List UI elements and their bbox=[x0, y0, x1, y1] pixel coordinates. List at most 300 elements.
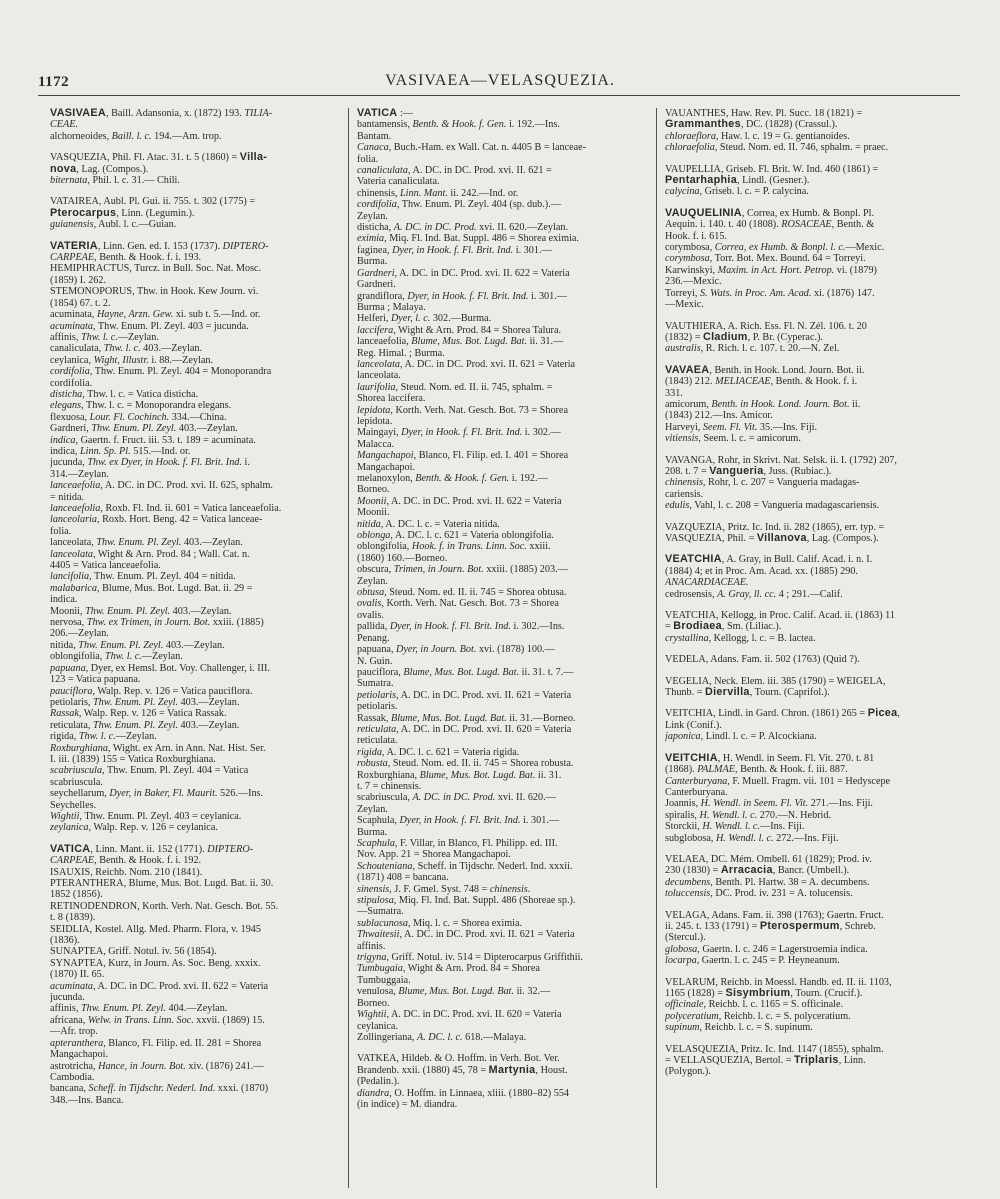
entry-text: , Seem. l. c. = amicorum. bbox=[698, 433, 801, 445]
entry-text: Zeylan. bbox=[357, 575, 388, 587]
entry-line bbox=[357, 918, 646, 929]
entry-text: , Phil. l. c. 31.— Chili. bbox=[87, 175, 180, 187]
italic-text: obtusa bbox=[357, 587, 385, 599]
entry-text: pallida, bbox=[357, 621, 390, 633]
italic-text: CARPEAE bbox=[50, 855, 95, 867]
entry-line bbox=[50, 446, 338, 457]
entry-text: Burma. bbox=[357, 256, 388, 268]
italic-text: petiolaris bbox=[357, 689, 397, 701]
entry-text: cedrosensis, bbox=[665, 588, 718, 600]
entry bbox=[357, 108, 646, 1043]
entry-text: indica, bbox=[50, 445, 80, 457]
entry-text: petiolaris, bbox=[50, 696, 94, 708]
entry-text: . bbox=[527, 883, 531, 895]
italic-text: Gardneri bbox=[357, 267, 395, 279]
entry-text: , Thw. l. c. = Vatica disticha. bbox=[82, 388, 199, 400]
entry-text: 302.—Burma. bbox=[430, 313, 492, 325]
entry-text: africana, bbox=[50, 1014, 88, 1026]
entry-text: , Thw. Enum. Pl. Zeyl. 404 = Vatica bbox=[102, 765, 249, 777]
entry-text: , Blanco, Fl. Filip. ed. II. 281 = Shorea bbox=[103, 1037, 262, 1049]
entry-text: , A. DC. l. c. 621 = Vateria rigida. bbox=[381, 746, 520, 758]
entry-line bbox=[50, 674, 338, 685]
italic-text: Dyer, in Hook. f. Fl. Brit. Ind. bbox=[407, 290, 529, 302]
italic-text: PALMAE bbox=[697, 764, 735, 776]
entry-line bbox=[50, 788, 338, 799]
italic-text: Thw. ex Dyer, in Hook. f. Fl. Brit. Ind. bbox=[87, 457, 242, 469]
entry-text: , Buch.-Ham. ex Wall. Cat. n. 4405 B = lanceae- bbox=[388, 142, 587, 154]
entry-line bbox=[50, 389, 338, 400]
entry-line bbox=[50, 343, 338, 354]
entry-line bbox=[357, 188, 646, 199]
entry-text: 1852 (1856). bbox=[50, 889, 103, 901]
italic-text: disticha bbox=[50, 388, 83, 400]
entry-line bbox=[357, 427, 646, 438]
entry-text: , Benth. & Hook. f. i. 192. bbox=[94, 855, 202, 867]
entry-text: , Aubl. l. c.—Guian. bbox=[93, 219, 177, 231]
entry-text: , Griff. Notul. iv. 514 = Dipterocarpus Griffithii. bbox=[386, 952, 583, 964]
genus-name: Martynia bbox=[488, 1063, 536, 1076]
entry-text: 272.—Ins. Fiji. bbox=[773, 832, 839, 844]
entry-line bbox=[357, 279, 646, 290]
entry-text: , Dyer, ex Hemsl. Bot. Voy. Challenger, i. III. bbox=[85, 662, 270, 674]
entry-line bbox=[665, 219, 960, 230]
entry-text: ii. 31. t. 7.— bbox=[519, 666, 574, 678]
entry-text: corymbosa, bbox=[665, 242, 715, 254]
italic-text: lepidota bbox=[357, 404, 391, 416]
column-3 bbox=[665, 108, 960, 1188]
entry-line bbox=[665, 720, 960, 731]
entry-text: , Roxb. Fl. Ind. ii. 601 = Vatica lanceaefolia. bbox=[100, 503, 282, 514]
entry bbox=[50, 152, 338, 186]
italic-text: calycina bbox=[665, 186, 700, 198]
entry-line bbox=[357, 165, 646, 176]
entry-text: , Benth. & bbox=[831, 219, 875, 231]
entry-text: (1832) = bbox=[665, 331, 703, 343]
entry-text: , A. DC. in DC. Prod. xvi. II. 621 = Vateria bbox=[400, 358, 576, 370]
entry-line bbox=[50, 332, 338, 343]
entry-line bbox=[665, 764, 960, 775]
entry-line bbox=[50, 594, 338, 605]
italic-text: Thw. Enum. Pl. Zeyl. bbox=[85, 605, 171, 617]
entry-line bbox=[665, 376, 960, 387]
genus-name: VATERIA bbox=[50, 239, 98, 252]
italic-text: Wightii bbox=[357, 1009, 387, 1021]
entry-line bbox=[665, 231, 960, 242]
entry-text: Gardneri. bbox=[357, 279, 396, 291]
entry-text: , Houst. bbox=[535, 1064, 568, 1076]
entry-text: , Korth. Verh. Nat. Gesch. Bot. 73 = Shorea bbox=[381, 598, 559, 610]
entry-line bbox=[50, 378, 338, 389]
entry-line bbox=[50, 208, 338, 219]
entry-text: , Reichb. l. c. 1165 = S. officinale. bbox=[703, 999, 844, 1011]
italic-text: ROSACEAE bbox=[781, 219, 832, 231]
entry-heading-line bbox=[357, 108, 646, 119]
entry-text: lepidota. bbox=[357, 415, 393, 427]
entry-text: , A. DC. in DC. Prod. xvi. II. 621 = Vateria bbox=[396, 689, 572, 701]
entry-text: astrotricha, bbox=[50, 1060, 99, 1072]
entry-text: , Wight & Arn. Prod. 84 ; Wall. Cat. n. bbox=[93, 548, 250, 560]
entry-heading-line bbox=[50, 241, 338, 252]
entry-text: , Miq. Fl. Ind. Bat. Suppl. 486 = Shorea eximia. bbox=[384, 233, 579, 245]
entry-line bbox=[50, 1061, 338, 1072]
entry-line bbox=[50, 400, 338, 411]
entry-text: , Correa, ex Humb. & Bonpl. Pl. bbox=[741, 207, 875, 219]
entry-text: , Griseb. l. c. = P. calycina. bbox=[699, 186, 809, 198]
entry-line bbox=[357, 131, 646, 142]
entry bbox=[665, 455, 960, 512]
entry-text: Mangachapoi. bbox=[357, 461, 415, 473]
entry-text: , Sm. (Liliac.). bbox=[721, 621, 782, 633]
entry-text: 403.—Zeylan. bbox=[181, 537, 243, 549]
entry-text: , Benth. & Hook. f. iii. 887. bbox=[735, 764, 848, 776]
entry bbox=[665, 676, 960, 699]
entry-line bbox=[665, 633, 960, 644]
entry-text: nitida, bbox=[50, 639, 79, 651]
italic-text: H. Wendl. in Seem. Fl. Vit. bbox=[700, 798, 809, 810]
entry-line bbox=[357, 861, 646, 872]
italic-text: Hayne, Arzn. Gew. bbox=[96, 309, 174, 321]
italic-text: Scaphula bbox=[357, 838, 395, 849]
entry-heading-line bbox=[50, 152, 338, 163]
entry-line bbox=[50, 606, 338, 617]
running-title: VASIVAEA—VELASQUEZIA. bbox=[385, 72, 615, 89]
entry bbox=[50, 241, 338, 834]
entry-text: 334.—China. bbox=[169, 411, 227, 423]
entry-line bbox=[665, 865, 960, 876]
entry-line bbox=[50, 855, 338, 866]
entry-text: indica. bbox=[50, 594, 78, 606]
italic-text: Thwaitesii bbox=[357, 929, 400, 941]
italic-text: Thw. l. c. bbox=[103, 343, 141, 355]
entry-line bbox=[50, 514, 338, 525]
entry-text: , Kellogg, l. c. = B. lactea. bbox=[708, 632, 816, 644]
entry-text: , Gaertn. l. c. 246 = Lagerstroemia indica. bbox=[697, 943, 868, 955]
entry-line bbox=[665, 253, 960, 264]
entry-text: Joannis, bbox=[665, 798, 701, 810]
entry-text: VAUANTHES, Haw. Rev. Pl. Succ. 18 (1821) = bbox=[665, 108, 863, 119]
genus-name: VAUQUELINIA bbox=[665, 206, 742, 219]
entry-text: 404.—Zeylan. bbox=[165, 1003, 228, 1015]
entry-text: , A. Gray, in Bull. Calif. Acad. i. n. I. bbox=[721, 554, 873, 566]
italic-text: ANACARDIACEAE. bbox=[665, 577, 749, 589]
entry-text: papuana, bbox=[357, 644, 397, 656]
entry-text: , F. Muell. Fragm. vii. 101 = Hedyscepe bbox=[727, 775, 891, 787]
entry bbox=[665, 753, 960, 844]
entry-heading-line bbox=[665, 708, 960, 719]
entry-line bbox=[357, 530, 646, 541]
entry bbox=[50, 108, 338, 142]
entry-text: jucunda. bbox=[50, 992, 85, 1004]
genus-name: Cladium bbox=[703, 330, 748, 343]
entry-line bbox=[50, 1072, 338, 1083]
entry-line bbox=[357, 792, 646, 803]
italic-text: CEAE. bbox=[50, 119, 79, 131]
entry-line bbox=[50, 119, 338, 130]
entry-line bbox=[665, 332, 960, 343]
entry-heading-line bbox=[665, 554, 960, 565]
entry bbox=[665, 554, 960, 600]
entry-text: lanceolata. bbox=[357, 370, 401, 382]
entry-text: , J. F. Gmel. Syst. 748 = bbox=[389, 883, 490, 895]
entry-text: Burma. bbox=[357, 826, 388, 838]
italic-text: Dyer, l. c. bbox=[390, 313, 431, 325]
entry-line bbox=[665, 921, 960, 932]
entry-line bbox=[665, 175, 960, 186]
genus-name: Villa- bbox=[239, 151, 268, 164]
italic-text: sublacunosa bbox=[357, 917, 408, 929]
genus-name: Villanova bbox=[756, 532, 807, 544]
entry-line bbox=[50, 765, 338, 776]
entry-line bbox=[357, 154, 646, 165]
italic-text: biternata bbox=[50, 175, 88, 187]
entry-text: VEITCHIA, Lindl. in Gard. Chron. (1861) 265 = bbox=[665, 708, 868, 720]
entry-text: 236.—Mexic. bbox=[665, 276, 722, 288]
entry-line bbox=[357, 405, 646, 416]
entry-text: ceylanica. bbox=[357, 1020, 399, 1032]
italic-text: chinensis bbox=[489, 883, 528, 895]
entry-text: , Juss. (Rubiac.). bbox=[763, 465, 832, 477]
entry-text: cordifolia. bbox=[50, 377, 93, 389]
entry-text: , Wight & Arn. Prod. 84 = Shorea Talura. bbox=[393, 324, 562, 336]
italic-text: acuminata bbox=[50, 980, 94, 992]
italic-text: Hance, in Journ. Bot. bbox=[98, 1060, 186, 1072]
italic-text: CARPEAE bbox=[50, 252, 95, 264]
entry-text: , P. Br. (Cyperac.). bbox=[747, 331, 823, 343]
entry-line bbox=[50, 423, 338, 434]
entry-text: 4405 = Vatica lanceaefolia. bbox=[50, 560, 161, 572]
italic-text: Benth. & Hook. f. Gen. bbox=[412, 119, 507, 131]
italic-text: vitiensis bbox=[665, 433, 699, 445]
italic-text: Canterburyana bbox=[665, 775, 728, 787]
entry-text: VEDELA, Adans. Fam. ii. 502 (1763) (Quid ?). bbox=[665, 654, 860, 666]
entry-line bbox=[50, 946, 338, 957]
entry-text: VELASQUEZIA, Pritz. Ic. Ind. 1147 (1855), sphalm. bbox=[665, 1043, 884, 1055]
entry-text: VAUTHIERA, A. Rich. Ess. Fl. N. Zél. 106. t. 20 bbox=[665, 320, 867, 332]
entry-line bbox=[50, 298, 338, 309]
entry-line bbox=[665, 119, 960, 130]
italic-text: polyceratium bbox=[665, 1010, 719, 1022]
entry-text: ii. 31.—Borneo. bbox=[506, 712, 576, 724]
genus-name: Pterospermum bbox=[759, 919, 840, 932]
entry-text: Bantam. bbox=[357, 130, 392, 142]
entry-text: i. 301.— bbox=[528, 290, 567, 302]
entry-text: , Roxb. Hort. Beng. 42 = Vatica lanceae- bbox=[96, 514, 263, 526]
entry-text: STEMONOPORUS, Thw. in Hook. Kew Journ. vi. bbox=[50, 286, 259, 298]
entry-line bbox=[50, 503, 338, 514]
entry-text: i. bbox=[241, 457, 250, 469]
entry-line bbox=[665, 343, 960, 354]
italic-text: Hook. f. in Trans. Linn. Soc. bbox=[411, 541, 527, 553]
italic-text: Correa, ex Humb. & Bonpl. l. c. bbox=[714, 242, 846, 254]
italic-text: rigida bbox=[357, 746, 382, 758]
entry-text: scabriuscula. bbox=[50, 776, 103, 788]
entry-line bbox=[665, 186, 960, 197]
entry-text: flexuosa, bbox=[50, 411, 90, 423]
italic-text: Thw. Enum. Pl. Zeyl. bbox=[93, 696, 179, 708]
italic-text: Dyer, in Journ. Bot. bbox=[396, 644, 477, 656]
entry-line bbox=[50, 457, 338, 468]
entry-heading-line bbox=[50, 844, 338, 855]
entry-line bbox=[357, 336, 646, 347]
entry-text: , Gaertn. l. c. 245 = P. Heyneanum. bbox=[696, 955, 840, 967]
entry-line bbox=[357, 1009, 646, 1020]
italic-text: lanceaefolia bbox=[50, 503, 101, 514]
entry-line bbox=[665, 399, 960, 410]
entry-text: 515.—Ind. or. bbox=[130, 445, 191, 457]
italic-text: lanceolaria bbox=[50, 514, 97, 526]
italic-text: nitida bbox=[357, 518, 381, 530]
italic-text: apteranthera bbox=[50, 1037, 104, 1049]
italic-text: Benth. in Hook. Lond. Journ. Bot. bbox=[711, 398, 850, 410]
entry-text: 403.—Zeylan. bbox=[178, 696, 240, 708]
entry-line bbox=[50, 686, 338, 697]
italic-text: Blume, Mus. Bot. Lugd. Bat. bbox=[411, 336, 528, 348]
entry-text: , Korth. Verh. Nat. Gesch. Bot. 73 = Shorea bbox=[390, 404, 568, 416]
italic-text: Thw. l. c. bbox=[80, 331, 118, 343]
entry-text: SYNAPTEA, Kurz, in Journ. As. Soc. Beng. xxxix. bbox=[50, 957, 261, 969]
italic-text: oblonga bbox=[357, 530, 391, 542]
entry-text: bantamensis, bbox=[357, 119, 413, 131]
entry bbox=[357, 1053, 646, 1110]
italic-text: Blume, Mus. Bot. Lugd. Bat. bbox=[390, 712, 507, 724]
entry-line bbox=[357, 770, 646, 781]
entry-text: , Torr. Bot. Mex. Bound. 64 = Torreyi. bbox=[709, 253, 866, 265]
entry bbox=[665, 654, 960, 665]
entry-text: , Walp. Rep. v. 126 = Vatica Rassak. bbox=[78, 708, 227, 720]
entry bbox=[665, 708, 960, 742]
entry-text: Maingayi, bbox=[357, 427, 402, 439]
entry-line bbox=[50, 777, 338, 788]
entry-text: faginea, bbox=[357, 244, 393, 256]
entry-line bbox=[665, 466, 960, 477]
italic-text: eximia bbox=[357, 233, 385, 245]
entry-line bbox=[357, 747, 646, 758]
entry-text: xxiii. (1885) 203.— bbox=[483, 564, 568, 576]
italic-text: cordifolia bbox=[357, 199, 397, 211]
entry-line bbox=[665, 877, 960, 888]
entry-line bbox=[357, 633, 646, 644]
entry-line bbox=[357, 587, 646, 598]
entry-text: Borneo. bbox=[357, 484, 390, 496]
genus-name: Picea bbox=[867, 707, 898, 720]
entry-text: lanceolata, bbox=[50, 537, 97, 549]
entry-text: SUNAPTEA, Griff. Notul. iv. 56 (1854). bbox=[50, 946, 217, 958]
entry-line bbox=[665, 776, 960, 787]
entry-text: 270.—N. Hebrid. bbox=[757, 809, 832, 821]
entry-text: VATAIREA, Aubl. Pl. Gui. ii. 755. t. 302 (1775) = bbox=[50, 196, 256, 208]
entry-line bbox=[665, 687, 960, 698]
entry-text: 403.—Zeylan. bbox=[176, 423, 238, 435]
entry-text: Reg. Himal. ; Burma. bbox=[357, 347, 445, 359]
entry-text: , Linn. Gen. ed. I. 153 (1737). bbox=[97, 240, 223, 252]
italic-text: Welw. in Trans. Linn. Soc. bbox=[87, 1014, 194, 1026]
entry-line bbox=[357, 1099, 646, 1110]
entry-line bbox=[357, 507, 646, 518]
entry-text: VELARUM, Reichb. in Moessl. Handb. ed. II. ii. 1103, bbox=[665, 976, 892, 988]
italic-text: supinum bbox=[665, 1022, 700, 1034]
entry-line bbox=[50, 131, 338, 142]
genus-name: VEATCHIA bbox=[665, 553, 722, 566]
entry-line bbox=[665, 888, 960, 899]
entry-text: petiolaris. bbox=[357, 701, 398, 713]
italic-text: Wightii bbox=[50, 810, 80, 822]
italic-text: Dyer, in Hook. f. Fl. Brit. Ind. bbox=[392, 244, 514, 256]
italic-text: A. DC. in DC. Prod. bbox=[393, 222, 477, 234]
entry-text: alchorneoides, bbox=[50, 130, 112, 142]
entry-text: , Vahl, l. c. 208 = Vangueria madagascariensis. bbox=[689, 500, 880, 512]
entry-text: , DC. Prod. iv. 231 = A. tolucensis. bbox=[710, 888, 853, 900]
entry-line bbox=[665, 1055, 960, 1066]
entry-line bbox=[50, 708, 338, 719]
italic-text: Thw. Enum. Pl. Zeyl. bbox=[78, 639, 164, 651]
entry-text: , Reichb. l. c. = S. supinum. bbox=[699, 1022, 813, 1034]
entry-text: 123 = Vatica papuana. bbox=[50, 674, 141, 686]
entry-line bbox=[665, 1011, 960, 1022]
entry-line bbox=[50, 1083, 338, 1094]
entry-text: SEIDLIA, Kostel. Allg. Med. Pharm. Flora, v. 1945 bbox=[50, 923, 261, 935]
entry-line bbox=[50, 969, 338, 980]
entry-text: , H. Wendl. in Seem. Fl. Vit. 270. t. 81 bbox=[717, 752, 875, 764]
italic-text: cordifolia bbox=[50, 366, 90, 378]
entry-text: , Thw. l. c. = Monoporandra elegans. bbox=[81, 400, 232, 412]
entry-line bbox=[357, 142, 646, 153]
entry-line bbox=[357, 496, 646, 507]
entry-text: (1836). bbox=[50, 935, 80, 947]
entry-text: , Thw. Enum. Pl. Zeyl. 404 = nitida. bbox=[89, 571, 236, 583]
entry-line bbox=[665, 1022, 960, 1033]
italic-text: toluccensis bbox=[665, 888, 711, 900]
italic-text: indica bbox=[50, 434, 76, 446]
italic-text: Roxburghiana bbox=[50, 742, 108, 754]
entry-line bbox=[50, 754, 338, 765]
entry-line bbox=[357, 176, 646, 187]
entry-text: —Mexic. bbox=[665, 299, 704, 311]
entry-line bbox=[665, 821, 960, 832]
entry-text: Nov. App. 21 = Shorea Mangachapoi. bbox=[357, 849, 511, 861]
entry-line bbox=[665, 798, 960, 809]
entry-line bbox=[665, 533, 960, 544]
entry-line bbox=[357, 895, 646, 906]
entry-text: , A. DC. l. c. = Vateria nitida. bbox=[380, 518, 500, 530]
italic-text: elegans bbox=[50, 400, 82, 412]
entry-text: , A. DC. in DC. Prod. xvi. II. 621 = Vateria bbox=[399, 929, 575, 941]
entry-text: 618.—Malaya. bbox=[462, 1031, 527, 1043]
italic-text: Dyer, in Hook. f. Fl. Brit. Ind. bbox=[399, 815, 521, 827]
entry-line bbox=[665, 500, 960, 511]
entry-line bbox=[50, 992, 338, 1003]
entry-text: nervosa, bbox=[50, 617, 87, 629]
entry-line bbox=[665, 955, 960, 966]
entry-text: VEGELIA, Neck. Elem. iii. 385 (1790) = WEIGELA, bbox=[665, 675, 886, 687]
entry-text: ii. 245. t. 133 (1791) = bbox=[665, 920, 760, 932]
entry-line bbox=[357, 291, 646, 302]
entry-text: , Thw. Enum. Pl. Zeyl. 404 (sp. dub.).— bbox=[396, 199, 561, 211]
entry-line bbox=[50, 1026, 338, 1037]
entry-text: xvi. (1878) 100.— bbox=[476, 644, 555, 656]
entry-text: VATKEA, Hildeb. & O. Hoffm. in Verh. Bot. Ver. bbox=[357, 1053, 560, 1065]
entry-line bbox=[50, 958, 338, 969]
entry bbox=[665, 854, 960, 900]
entry-text: (1884) 4; et in Proc. Am. Acad. xx. (1885) 290. bbox=[665, 565, 858, 577]
entry-line bbox=[357, 986, 646, 997]
entry-line bbox=[357, 975, 646, 986]
entry-text: Tumbuggaia. bbox=[357, 974, 411, 986]
italic-text: Dyer, in Hook. f. Fl. Brit. Ind. bbox=[401, 427, 523, 439]
entry-line bbox=[357, 1076, 646, 1087]
entry-text: oblongifolia, bbox=[50, 651, 105, 663]
entry-text: —Afr. trop. bbox=[50, 1026, 98, 1038]
entry-text: 403.—Zeylan. bbox=[178, 719, 240, 731]
